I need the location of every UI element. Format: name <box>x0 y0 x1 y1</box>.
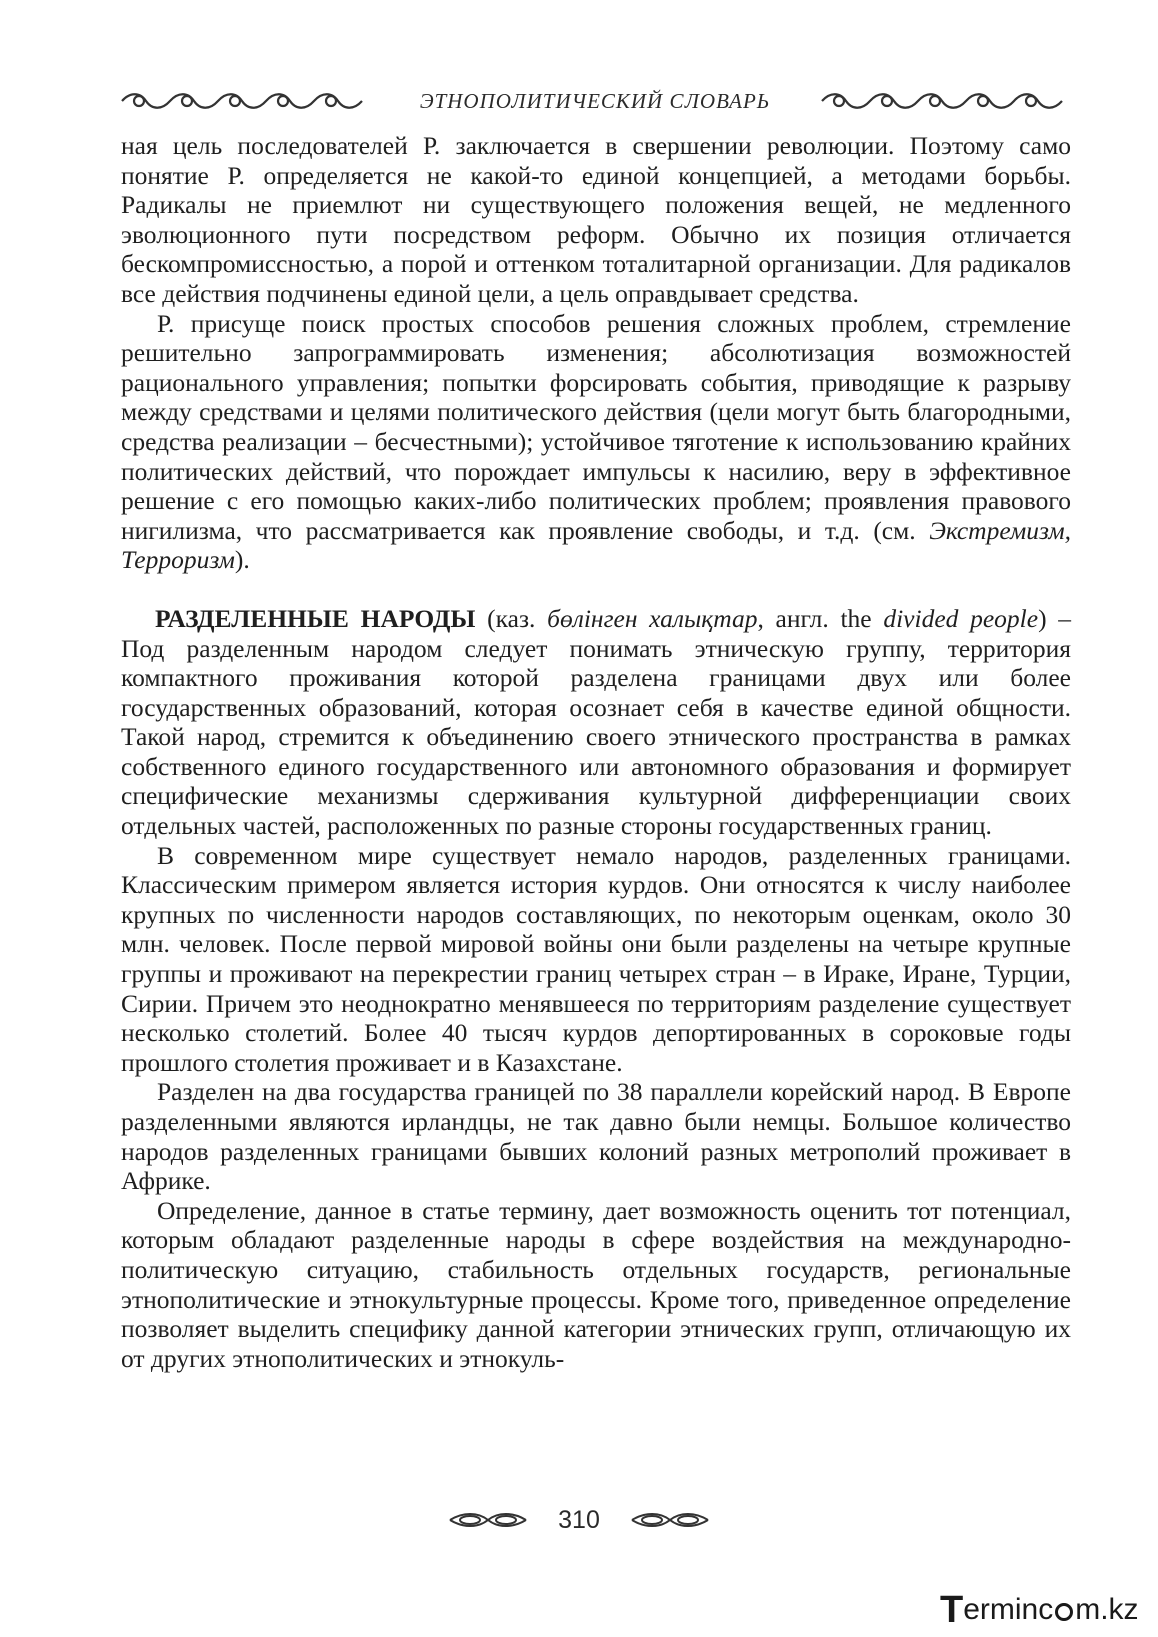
paragraph-continuation: ная цель последователей Р. заключается в свершении революции. Поэтому само понятие Р. определяется не какой-то единой концепцией, а методами борьбы. Радикалы не приемлют ни существующего положения вещей, не медленного эволюционного пути посредством реформ. Обычно их позиция отличается бескомпромиссностью, а порой и оттенком тоталитарной организации. Для радикалов все действия подчинены единой цели, а цель оправдывает средства. <box>121 131 1071 308</box>
kazakh-term: бөлінген халықтар <box>547 603 758 633</box>
watermark-domain: m.kz <box>1075 1593 1139 1626</box>
running-header <box>120 84 1070 118</box>
watermark-letter-t: T <box>940 1588 964 1631</box>
decorative-border-icon <box>120 90 370 112</box>
flourish-icon <box>630 1509 710 1531</box>
paragraph-text: Р. присуще поиск простых способов решения сложных проблем, стремление решительно запрограммировать изменения; абсолютизация возможностей рационального управления; попытки форсировать события, приводящие к разрыву между средствами и целями политического действия (цели могут быть благородными, средства реализации – бесчестными); устойчивое тяготение к использованию крайних политических действий, что порождает импульсы к насилию, веру в эффективное решение с его помощью каких-либо политических проблем; проявления правового нигилизма, что рассматривается как проявление свободы, и т.д. (см. <box>121 308 1071 545</box>
paragraph-kurds: В современном мире существует немало народов, разделенных границами. Классическим примером является история курдов. Они относятся к числу наиболее крупных по численности народов составляющих, по некоторым оценкам, около 30 млн. человек. После первой мировой войны они были разделены на четыре крупные группы и проживают на перекрестии границ четырех стран – в Ираке, Иране, Турции, Сирии. Причем это неоднократно менявшееся по территориям разделение существует несколько столетий. Более 40 тысяч курдов депортированных в сороковые годы прошлого столетия проживает и в Казахстане. <box>121 840 1071 1077</box>
decorative-border-icon <box>820 90 1070 112</box>
running-header-title: ЭТНОПОЛИТИЧЕСКИЙ СЛОВАРЬ <box>419 88 771 113</box>
paragraph-definition: Определение, данное в статье термину, дает возможность оценить тот потенциал, которым обладают разделенные народы в сфере воздействия на международно-политическую ситуацию, стабильность отдельных государств, региональные этнополитические и этнокультурные процессы. Кроме того, приведенное определение позволяет выделить специфику данной категории этнических групп, отличающую их от других этнополитических и этнокуль- <box>121 1195 1071 1373</box>
entry-headword: РАЗДЕЛЕННЫЕ НАРОДЫ <box>155 603 476 633</box>
entry-definition: ) – Под разделенным народом следует понимать этническую группу, территория компактного проживания которой разделена границами двух или более государственных образований, которая осознает себя в качестве единой общности. Такой народ, стремится к объединению своего этнического пространства в рамках собственного единого государственного или автономного образования и формирует специфические механизмы сдерживания культурной дифференциации своих отдельных частей, расположенных по разные стороны государственных границ. <box>121 603 1072 841</box>
english-label: , англ. the <box>757 603 884 633</box>
dictionary-entry <box>121 604 1071 841</box>
kazakh-label: (каз. <box>475 603 548 633</box>
cross-reference: Экстремизм, Терроризм <box>121 515 1071 575</box>
english-term: divided people <box>883 603 1039 633</box>
termincom-watermark <box>940 1590 1145 1630</box>
paragraph-korea: Разделен на два государства границей по 38 параллели корейский народ. В Европе разделенными являются ирландцы, не так давно были немцы. Большое количество народов разделенных границами бывших колоний разных метрополий проживает в Африке. <box>121 1077 1071 1196</box>
watermark-text: ermin <box>963 1593 1039 1626</box>
page-number: 310 <box>558 1505 600 1534</box>
flourish-icon <box>448 1509 528 1531</box>
watermark-circle-icon <box>1055 1603 1073 1621</box>
article-body <box>121 131 1071 1373</box>
page-footer <box>0 1500 1158 1540</box>
watermark-letter-c: c <box>1038 1593 1054 1626</box>
paragraph-end: ). <box>234 545 250 575</box>
paragraph-radicalism <box>121 309 1071 575</box>
